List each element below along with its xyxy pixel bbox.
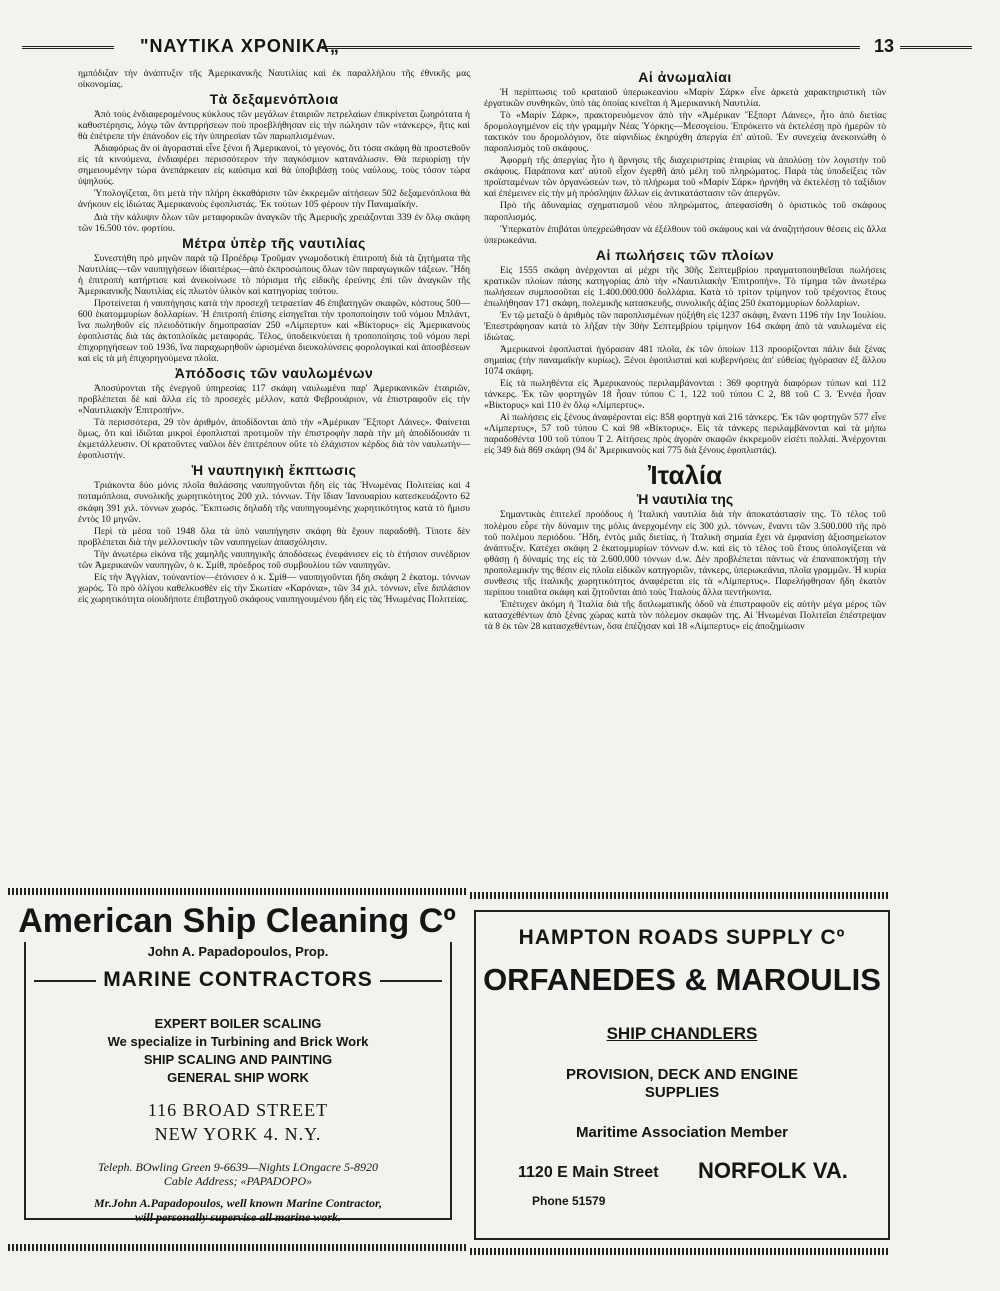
paragraph: Τριάκοντα δύο μόνις πλοῖα θαλάσσης ναυπηγοῦνται ἤδη εἰς τὰς Ἡνωμένας Πολιτείας καὶ 4 ποταμόπλοια, συνολικῆς χωρητικότητος 200 χιλ. τόννων. Τὴν ἴδιαν Ἰανουαρίου κατεσκευάζοντο 62 σκάφη 391 χιλ. τόννων χωρός. Ἔκπτωσις δηλαδὴ τῆς ναυπηγουμένης χωρητικότητος κατὰ τὸ ἥμισυ ἐντὸς 10 μηνῶν.	[78, 480, 470, 525]
section-heading-measures: Μέτρα ὑπὲρ τῆς ναυτιλίας	[182, 234, 366, 251]
ad-provision: PROVISION, DECK AND ENGINE	[566, 1066, 798, 1083]
paragraph: Περὶ τὰ μέσα τοῦ 1948 ὅλα τὰ ὑπὸ ναυπήγησιν σκάφη θὰ ἔχουν παραδοθῆ. Τίποτε δὲν προβλέπεται διὰ τὴν μελλοντικὴν τῶν ναυπηγείων ἀπασχόλησιν.	[78, 525, 470, 548]
paragraph: Πρὸ τῆς ἀδυναμίας σχηματισμοῦ νέου πληρώματος, ἀπεφασίσθη ὁ ὁριστικὸς τοῦ σκάφους παροπλισμός.	[484, 200, 886, 223]
paragraph: Τὴν ἀνωτέρω εἰκόνα τῆς χαμηλῆς ναυπηγικῆς ἀποδόσεως ἐνεφάνισεν εἰς τὸ ἐτήσιον συνέδριον τῶν Ἀμερικανῶν ναυπηγῶν, ὁ κ. Σμίθ, πρόεδρος τοῦ συμβουλίου τῶν ναυπηγῶν.	[78, 548, 470, 571]
header-rule-middle	[322, 46, 860, 49]
ad-street: 116 BROAD STREET	[147, 1100, 329, 1120]
paragraph: Εἰς τὴν Ἀγγλίαν, τοὐναντίον—ἐτόνισεν ὁ κ. Σμίθ— ναυπηγοῦνται ἤδη σκάφη 2 ἑκατομ. τόννων χωρός. Τὸ πρὸ ὀλίγου καθελκυσθὲν εἰς τὴν Σκωτίαν «Καρόνια», τῶν 34 χιλ. τόννων, εἶνε διπλάσιον εἰς χωρητικότητα οἱουδήποτε ἐπιβατηγοῦ σκάφους ναυπηγουμένου ἤδη εἰς τὰς Ἡνωμένας Πολιτείας.	[78, 571, 470, 605]
ad-ship-chandlers: SHIP CHANDLERS	[606, 1024, 758, 1043]
paragraph: Ἐν τῷ μεταξὺ ὁ ἀριθμὸς τῶν παροπλισμένων ηὐξήθη εἰς 1237 σκάφη, ἔναντι 1196 τὴν 1ην Ἰουλίου. Ἐπεστράφησαν κατὰ τὸ λῆξαν τὴν 30ὴν Σεπτεμβρίου τρίμηνον 164 σκάφη ἀπὸ τὰ ναυλωμένα εἰς ἰδιώτας.	[484, 309, 886, 343]
header-rule-left	[22, 46, 114, 49]
paragraph: Διὰ τὴν κάλυψιν ὅλων τῶν μεταφορικῶν ἀναγκῶν τῆς Ἀμερικῆς χρειάζονται 339 ἐν ὅλῳ σκάφη τῶν 16.500 τόν. φορτίου.	[78, 211, 470, 234]
ad-phone: Phone 51579	[532, 1194, 606, 1208]
paragraph: Ἀμερικανοὶ ἐφοπλισταὶ ἠγόρασαν 481 πλοῖα, ἐκ τῶν ὁποίων 113 προορίζονται πάλιν διὰ ξένας σημαίας (τὴν παναμαϊκὴν κυρίως). Ξένοι ἐφοπλισταὶ καὶ κυβερνήσεις ἀπ' εὐθείας ἠγόρασαν ἐξ ἄλλου 1074 σκάφη.	[484, 343, 886, 378]
paragraph: Ἡ περίπτωσις τοῦ κραταιοῦ ὑπερωκεανίου «Μαρίν Σάρκ» εἶνε ἀρκετὰ χαρακτηριστικὴ τῶν ἐργατικῶν συνθηκῶν, ὑπὸ τὰς ὁποίας κινεῖται ἡ Ἀμερικανικὴ Ναυτιλία.	[484, 87, 886, 110]
paragraph: Αἱ πωλήσεις εἰς ξένους ἀναφέρονται εἰς: 858 φορτηγὰ καὶ 216 τάνκερς. Ἐκ τῶν φορτηγῶν 577 εἶνε «Λίμπερτυς», 57 τοῦ τύπου C καὶ 98 «Βίκτορυς». Εἰς τὰ τάνκερς περιλαμβάνονται καὶ τὰ μήπω παραδοθέντα 100 τοῦ τύπου Τ 2. Αἰτήσεις πρὸς ἀγορὰν σκαφῶν ἐκκρεμοῦν εἰσέτι πολλαί. Ἀνέρχονται εἰς 349 διὰ 869 σκάφη (94 δι' Ἀμερικανοὺς καὶ 775 διὰ ξένους ἐφοπλιστάς).	[484, 412, 886, 457]
ad-hampton-roads-supply	[470, 892, 890, 1257]
ad-border-stripe	[8, 1244, 466, 1251]
ad-border-stripe	[8, 888, 466, 895]
paragraph: Ὑπολογίζεται, ὅτι μετὰ τὴν πλήρη ἐκκαθάρισιν τῶν ἐκκρεμῶν αἰτήσεων 502 δεξαμενόπλοια θὰ ἀνήκουν εἰς ἰδιώτας Ἀμερικανοὺς ἐφοπλιστάς. Ἐκ τούτων 105 φέρουν τὴν Παναμαϊκήν.	[78, 188, 470, 211]
paragraph: Ἀφορμὴ τῆς ἀπεργίας ἦτο ἡ ἄρνησις τῆς διαχειριστρίας ἑταιρίας νὰ ἀπολύσῃ τὸν λογιστὴν τοῦ σκάφους. Παράπονα κατ' αὐτοῦ εἶχον ἐγερθῆ ἀπὸ μέλη τοῦ πληρώματος. Παρὰ τὰς ὑποδείξεις τῶν προϊσταμένων τῶν ὀργανώσεών των, τὸ πλήρωμα τοῦ «Μαρίν Σάρκ» ἠρνήθη νὰ ἐκτελέσῃ τὸ ταξίδιον καὶ ἐπέμεινεν εἰς τὴν μὴ πρόσληψιν ἄλλων εἰς ἀντικατάστασιν τῶν ἀπεργῶν.	[484, 155, 886, 200]
ad-note: Mr.John A.Papadopoulos, well known Marine Contractor,	[94, 1196, 382, 1210]
paragraph: Ἀποσύρονται τῆς ἐνεργοῦ ὑπηρεσίας 117 σκάφη ναυλωμένα παρ' Ἀμερικανικῶν ἑταιριῶν, προβλέπεται δὲ καὶ ἄλλα εἰς τὸ προσεχὲς μέλλον, κατὰ Φεβρουάριον, νὰ ἐπιστραφοῦν εἰς τὴν «Ναυτιλιακὴν Ἐπιτροπήν».	[78, 383, 470, 417]
ad-border-stripe	[470, 1248, 890, 1255]
ad-marine-contractors: MARINE CONTRACTORS	[103, 968, 373, 991]
paragraph: Ἀδιαφόρως ἂν οἱ ἀγορασταὶ εἶνε ξένοι ἢ Ἀμερικανοί, τὸ γεγονός, ὅτι τόσα σκάφη θὰ προστεθοῦν εἰς τὰ κινούμενα, ἐνδιαφέρει περισσότερον τὴν παγκόσμιον κατανάλωσιν. Θὰ περιορίσῃ τὴν σημειουμένην τώρα ἀνεπάρκειαν εἰς καύσιμα καὶ θὰ ὑποβιβάσῃ τοὺς ναύλους, τοὺς τόσον τώρα ὑψηλούς.	[78, 143, 470, 188]
ad-line: GENERAL SHIP WORK	[167, 1070, 309, 1085]
paragraph: Ἀπὸ τοὺς ἐνδιαφερομένους κύκλους τῶν μεγάλων ἑταιριῶν πετρελαίων ἐπικρίνεται ζωηρότατα ἡ καθυστέρησις, λόγῳ τῶν ἀντιρρήσεων ποὺ προεβλήθησαν εἰς τὴν πώλησιν τῶν «τάνκερς», ἥτις καὶ θὰ ἐπέτρεπε τὴν ἐπάνοδον εἰς τὴν ὑπηρεσίαν τῶν παρωπλισμένων.	[78, 109, 470, 143]
ad-supply-name: HAMPTON ROADS SUPPLY Cº	[518, 926, 846, 949]
subheading-italy-shipping: Ἡ ναυτιλία της	[636, 491, 734, 508]
paragraph: Εἰς 1555 σκάφη ἀνέρχονται αἱ μέχρι τῆς 30ῆς Σεπτεμβρίου πραγματοποιηθεῖσαι πωλήσεις κρατικῶν πλοίων πάσης κατηγορίας ἀπὸ τὴν «Ναυτιλιακὴν Ἐπιτροπήν». Τὸ τίμημα τῶν ἀνωτέρω πωλήσεων συμποσοῦται εἰς 1.400.000.000 δολλάρια. Κατὰ τὸ τρίτον τρίμηνον τοῦ τρέχοντος ἔτους ἐπωλήθησαν 171 σκάφη, πολεμικῆς κατασκευῆς, συνολικῆς ἀξίας 250 ἑκατομμυρίων δολλαρίων.	[484, 264, 886, 309]
ad-company-name: American Ship Cleaning Cº	[18, 902, 456, 940]
section-heading-italy: Ἰταλία	[647, 460, 723, 491]
publication-title: "ΝΑΥΤΙΚΑ ΧΡΟΝΙΚΑ„	[140, 36, 340, 56]
ad-street: 1120 E Main Street	[518, 1164, 659, 1181]
paragraph: Τὰ περισσότερα, 29 τὸν ἀριθμόν, ἀποδίδονται ἀπὸ τὴν «Ἀμέρικαν Ἔξπορτ Λάινες». Φαίνεται ὅμως, ὅτι καὶ ἰδιῶται μικροὶ ἐφοπλισταὶ προτιμοῦν τὴν ἐπιστροφὴν παρὰ τὴν μὴ ἀποδίδουσάν τι ἐκμετάλλευσιν. Οἱ κρατοῦντες ναῦλοι δὲν ἐπιτρέπουν οὔτε τὸ ἐλάχιστον κέρδος διὰ τὸν ναυλωτήν—ἐφοπλιστήν.	[78, 417, 470, 462]
ad-rule-left	[34, 980, 96, 982]
paragraph: Προτείνεται ἡ ναυπήγησις κατὰ τὴν προσεχῆ τετραετίαν 46 ἐπιβατηγῶν σκαφῶν, κόστους 500—600 ἑκατομμυρίων δολλαρίων. Ἡ ἐπιτροπὴ ἐπίσης εἰσηγεῖται τὴν τροποποίησιν τοῦ νόμου Μπλάντ, ἵνα πωληθοῦν εἰς πλειοδότικὴν δημοπρασίαν 250 «Λίμπερτυ» καὶ «Βίκτορυς» εἰς Ἀμερικανοὺς ἐφοπλιστὰς διὰ τὰς ἀκτοπλοϊκὰς μεταφοράς. Τέλος, ὑποδεικνύεται ἡ τροποποίησις τοῦ νόμου περὶ ἐπιχορηγήσεων τοῦ 1936, ἵνα παραχωρηθοῦν ὡρισμέναι διευκολύνσεις φορολογικαὶ καὶ ἀποσβέσεων καὶ εἰς τὰ μὴ ἐπιχορηγούμενα πλοῖα.	[78, 297, 470, 365]
ad-note: will personally supervise all marine work.	[134, 1210, 341, 1224]
paragraph: Εἰς τὰ πωληθέντα εἰς Ἀμερικανοὺς περιλαμβάνονται : 369 φορτηγὰ διαφόρων τύπων καὶ 112 τάνκερς. Ἐκ τῶν φορτηγῶν 18 ἦσαν τύπου C 1, 122 τοῦ τύπου C 2, 88 τοῦ C 3. Ἐννέα ἦσαν «Βίκτορυς» καὶ 110 ἐν ὅλῳ «Λίμπερτυς».	[484, 378, 886, 412]
ad-proprietor: John A. Papadopoulos, Prop.	[147, 944, 329, 959]
ad-city: NEW YORK 4. N.Y.	[154, 1124, 322, 1144]
page-header	[22, 36, 972, 58]
ad-rule-right	[380, 980, 442, 982]
ad-cable: Cable Address; «PAPADOPO»	[163, 1174, 313, 1188]
section-heading-tankers: Τὰ δεξαμενόπλοια	[209, 91, 339, 108]
ad-line: SHIP SCALING AND PAINTING	[143, 1052, 333, 1067]
ad-frame	[474, 910, 890, 1240]
ad-frame	[24, 942, 452, 1224]
ad-member: Maritime Association Member	[576, 1124, 788, 1141]
paragraph: Σημαντικὰς ἐπιτελεῖ προόδους ἡ Ἰταλικὴ ναυτιλία διὰ τὴν ἀποκατάστασίν της. Τὸ τέλος τοῦ πολέμου εὗρε τὴν δύναμιν της μόλις ἀνερχομένην εἰς 300 χιλ. τόννων, ἔναντι τῶν 3.500.000 τῆς πρὸ τοῦ πολέμου περιόδου. Ἤδη, ἐντὸς μιᾶς διετίας, ἡ Ἰταλικὴ σημαία ἔχει νὰ ἐμφανίσῃ ἀξιοσημείωτον ἀνάπτυξιν. Κατέχει σκάφη 2 ἑκατομμυρίων τόννων d.w. καὶ εἰς τὸ τέλος τοῦ ἔτους ὑπολογίζεται νὰ φθάσῃ ἡ δύναμίς της εἰς τὰ 2.600.000 τόννων d.w. Δὲν προβλέπεται πάντως νὰ ἐπαναποκτήσῃ τὴν προπολεμικήν της θέσιν εἰς πλοῖα εἰδικῶν κατηγοριῶν, τάνκερς, ὑπερωκεάνια, πλοῖα γραμμῶν. Ἡ κυρία συνθεσις τῆς ἰταλικῆς χωρητικότητος ἀναφέρεται εἰς τὰ «Λίμπερτυς». Παρελήφθησαν ἤδη ἑκατὸν περίπου τοιαῦτα σκάφη καὶ ζητοῦνται ἀπὸ τοὺς Ἰταλοὺς ἄλλα πεντήκοντα.	[484, 509, 886, 598]
paragraph: Ἐπέτυχεν ἀκόμη ἡ Ἰταλία διὰ τῆς διπλωματικῆς ὁδοῦ νὰ ἐπιστραφοῦν εἰς αὐτὴν μέγα μέρος τῶν κατασχεθέντων ἀπὸ ξένας χώρας κατὰ τὸν πόλεμον σκαφῶν της. Αἱ Ἡνωμέναι Πολιτεῖαι ἐπέστρεψαν τὰ 8 ἐκ τῶν 28 κατασχεθέντων, ὅσα ἐπέζησαν καὶ 18 «Λίμπερτυς» εἰς ἀποζημίωσιν	[484, 598, 886, 632]
page-number: 13	[874, 36, 895, 56]
ad-firm-name: ORFANEDES & MAROULIS	[483, 962, 881, 997]
header-rule-right	[900, 46, 972, 49]
paragraph: ημπόδιζαν τὴν ἀνάπτυξιν τῆς Ἀμερικανικῆς Ναυτιλίας καὶ ἐκ παραλλήλου τῆς ἐθνικῆς μας οἰκονομίας.	[78, 68, 470, 91]
right-column	[484, 68, 886, 633]
paragraph: Συνεστήθη πρὸ μηνῶν παρὰ τῷ Προέδρῳ Τροῦμαν γνωμοδοτικὴ ἐπιτροπὴ διὰ τὰ ζητήματα τῆς Ναυτιλίας—τῶν ναυπηγήσεων ἰδιαιτέρως—ἀπὸ ἐκπροσώπους ὅλων τῶν παραγωγικῶν τάξεων. Ἤδη ἡ ἐπιτροπὴ κατήρτισε καὶ ἀνεκοίνωσε τὸ πόρισμα τῆς εἰδικῆς ἐρεύνης ἐπὶ τῶν ἀναγκῶν τῆς Ἀμερικανικῆς Ναυτιλίας εἰς πλωτὸν ὑλικὸν καὶ κατηγορίας τούτου.	[78, 252, 470, 297]
section-heading-shipbuilding: Ἡ ναυπηγικὴ ἔκπτωσις	[191, 462, 357, 479]
ad-phone: Teleph. BOwling Green 9-6639—Nights LOngacre 5-8920	[98, 1160, 378, 1174]
ad-supplies: SUPPLIES	[644, 1084, 720, 1101]
ad-city: NORFOLK VA.	[698, 1158, 848, 1183]
paragraph: Ὑπερκατὸν ἐπιβάται ὑπεχρεώθησαν νὰ ἐξέλθουν τοῦ σκάφους καὶ νὰ ἀναζητήσουν θέσεις εἰς ἄλλα ὑπερωκεάνια.	[484, 223, 886, 246]
ad-line: We specialize in Turbining and Brick Work	[107, 1034, 369, 1049]
section-heading-charters: Ἀπόδοσις τῶν ναυλωμένων	[174, 365, 374, 382]
ad-american-ship-cleaning	[8, 898, 466, 1224]
section-heading-sales: Αἱ πωλήσεις τῶν πλοίων	[595, 246, 775, 263]
left-column	[78, 68, 470, 606]
paragraph: Τὸ «Μαρίν Σάρκ», πρακτορευόμενον ἀπὸ τὴν «Ἀμέρικαν Ἔξπορτ Λάινες», ἦτο ἀπὸ διετίας δρομολογημένον εἰς τὴν γραμμὴν Νέας Ὑόρκης—Μεσογείου. Ἐπρόκειτο νὰ ἐκτελέσῃ πρὸ ἡμερῶν τὸ τακτικόν του δρομολόγιον, ὅτε αἰφνιδίως ἐκηρύχθη ἀπεργία ἐπ' αὐτοῦ. Ἐν συνεχείᾳ ἀνεκοινώθη ὁ παροπλισμὸς τοῦ σκάφους.	[484, 110, 886, 155]
ad-line: EXPERT BOILER SCALING	[154, 1016, 322, 1031]
section-heading-anomalies: Αἱ ἀνωμαλίαι	[638, 69, 732, 85]
